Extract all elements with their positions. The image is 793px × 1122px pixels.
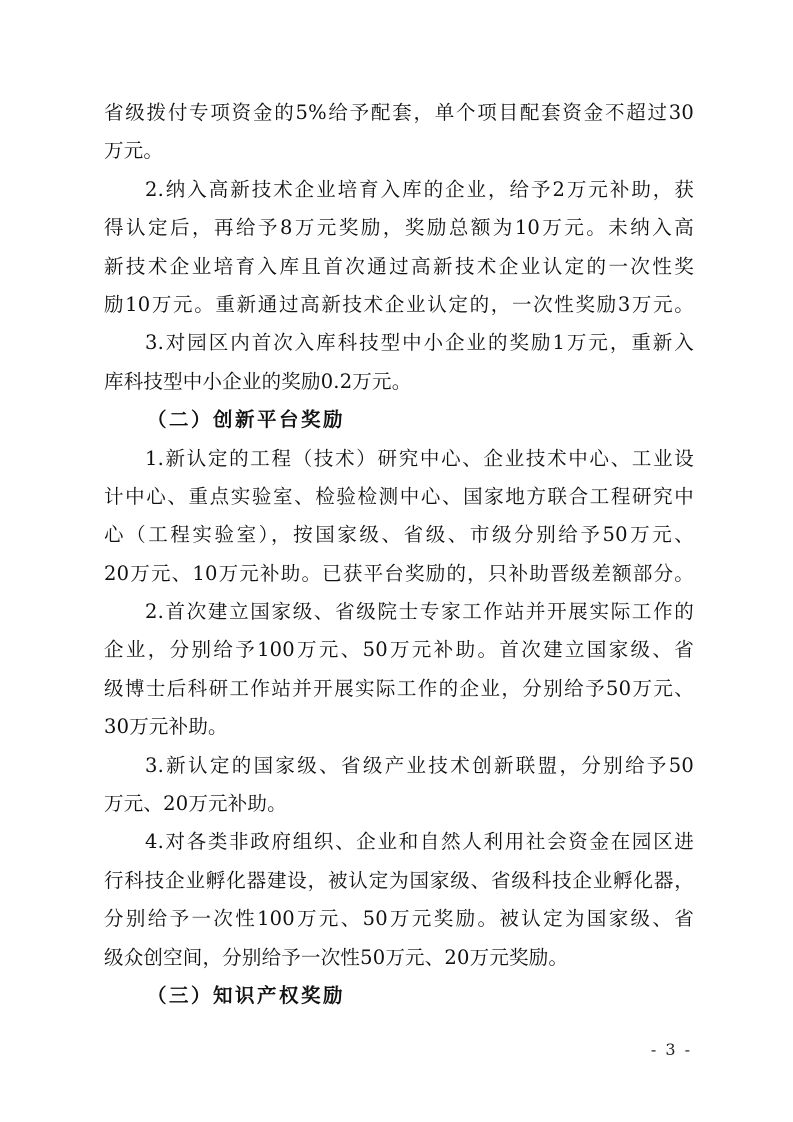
- body-line: 级众创空间，分别给予一次性50万元、20万元奖励。: [104, 945, 569, 969]
- paragraph-start-line: 2.首次建立国家级、省级院士专家工作站并开展实际工作的: [145, 600, 694, 624]
- body-line: 库科技型中小企业的奖励0.2万元。: [104, 369, 412, 393]
- paragraph-start-line: 1.新认定的工程（技术）研究中心、企业技术中心、工业设: [145, 446, 694, 470]
- body-line: 20万元、10万元补助。已获平台奖励的，只补助晋级差额部分。: [104, 561, 694, 585]
- body-line: 企业，分别给予100万元、50万元补助。首次建立国家级、省: [104, 638, 694, 662]
- body-line: 励10万元。重新通过高新技术企业认定的，一次性奖励3万元。: [104, 292, 694, 316]
- paragraph-start-line: 3.对园区内首次入库科技型中小企业的奖励1万元，重新入: [145, 331, 694, 355]
- paragraph-start-line: 3.新认定的国家级、省级产业技术创新联盟，分别给予50: [145, 753, 694, 777]
- body-line: 省级拨付专项资金的5%给予配套，单个项目配套资金不超过30: [104, 101, 694, 124]
- document-body: [104, 94, 694, 1015]
- body-line: 计中心、重点实验室、检验检测中心、国家地方联合工程研究中: [104, 484, 694, 508]
- body-line: 级博士后科研工作站并开展实际工作的企业，分别给予50万元、: [104, 676, 694, 700]
- body-line: 万元、20万元补助。: [104, 792, 287, 816]
- body-line: 新技术企业培育入库且首次通过高新技术企业认定的一次性奖: [104, 254, 694, 278]
- page-number: - 3 -: [650, 1040, 692, 1059]
- body-line: 30万元补助。: [104, 715, 228, 739]
- paragraph-start-line: 2.纳入高新技术企业培育入库的企业，给予2万元补助，获: [145, 177, 694, 201]
- body-line: 行科技企业孵化器建设，被认定为国家级、省级科技企业孵化器，: [104, 868, 694, 892]
- section-heading: （二）创新平台奖励: [147, 408, 346, 432]
- body-line: 分别给予一次性100万元、50万元奖励。被认定为国家级、省: [104, 907, 694, 931]
- paragraph-start-line: 4.对各类非政府组织、企业和自然人利用社会资金在园区进: [145, 830, 694, 854]
- body-line: 心（工程实验室），按国家级、省级、市级分别给予50万元、: [104, 523, 694, 547]
- section-heading: （三）知识产权奖励: [147, 983, 346, 1007]
- body-line: 得认定后，再给予8万元奖励，奖励总额为10万元。未纳入高: [104, 216, 694, 240]
- body-line: 万元。: [104, 139, 164, 163]
